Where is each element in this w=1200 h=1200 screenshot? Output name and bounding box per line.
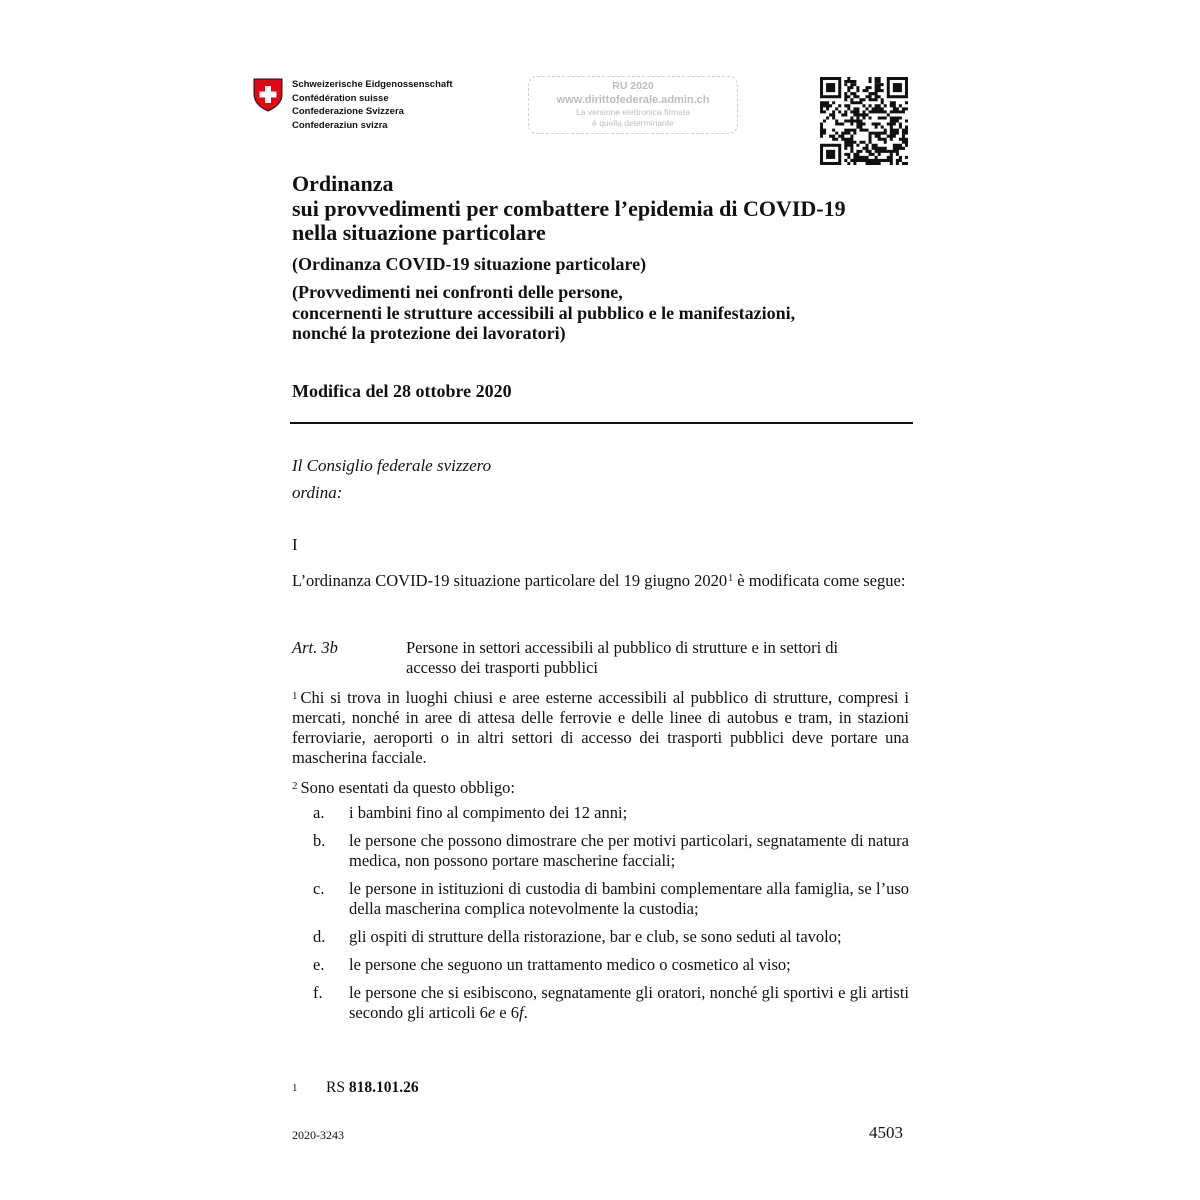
stamp-note-1: La versione elettronica firmata: [576, 107, 690, 117]
exemption-list: [292, 803, 909, 1031]
preamble-issuer: Il Consiglio federale svizzero: [292, 456, 492, 475]
footnote-number: 1: [292, 1082, 298, 1094]
intro-text-before: L’ordinanza COVID-19 situazione particolare del 19 giugno 2020: [292, 571, 728, 590]
list-item-label: d.: [313, 927, 326, 946]
list-item-text: le persone che possono dimostrare che per motivi particolari, segnatamente di natura medica, non possono portare mascherine facciali;: [349, 831, 909, 870]
article-ref-6f: f: [519, 1003, 524, 1022]
intro-text-after: è modificata come segue:: [733, 571, 906, 590]
title-line-2: sui provvedimenti per combattere l’epidemia di COVID-19: [292, 195, 846, 221]
list-item: [292, 879, 909, 919]
list-item-text: le persone che si esibiscono, segnatamente gli oratori, nonché gli sportivi e gli artisti secondo gli articoli 6: [349, 983, 909, 1022]
article-ref-6e: e: [487, 1003, 496, 1022]
intro-paragraph: [292, 569, 909, 591]
subject-line-2: concernenti le strutture accessibili al pubblico e le manifestazioni,: [292, 302, 796, 323]
short-title: (Ordinanza COVID-19 situazione particolare): [292, 254, 647, 274]
list-item: [292, 983, 909, 1023]
footnote-reference: 1: [728, 573, 734, 584]
list-item: [292, 927, 909, 947]
article-number: Art. 3b: [292, 638, 338, 657]
paragraph-number: 1: [292, 690, 298, 702]
footnote-prefix: RS: [326, 1079, 349, 1096]
stamp-collection: RU 2020: [612, 80, 654, 92]
subject-line-3: nonché la protezione dei lavoratori): [292, 323, 566, 343]
list-item-text: le persone in istituzioni di custodia di bambini complementare alla famiglia, se l’uso della mascherina complica notevolmente la custodia;: [349, 879, 909, 918]
footnote: [292, 1078, 419, 1101]
title-line-3: nella situazione particolare: [292, 220, 546, 245]
list-item-text: le persone che seguono un trattamento medico o cosmetico al viso;: [349, 955, 791, 974]
paragraph-text: Chi si trova in luoghi chiusi e aree esterne accessibili al pubblico di strutture, compresi i mercati, nonché in aree di attesa delle ferrovie e delle linee di autobus e tram, in stazioni ferroviarie, aeroporti o in altri settori di accesso dei trasporti pubblici deve portare una mascherina facciale.: [292, 688, 909, 767]
footnote-reference-text: [326, 1078, 419, 1098]
list-item: [292, 831, 909, 871]
list-item-text: gli ospiti di strutture della ristorazione, bar e club, se sono seduti al tavolo;: [349, 927, 842, 946]
stamp-note-2: è quella determinante: [592, 118, 674, 128]
amendment-date: Modifica del 28 ottobre 2020: [292, 381, 512, 401]
confed-name-it: Confederazione Svizzera: [292, 106, 404, 117]
list-item: [292, 955, 909, 975]
title-divider: [290, 422, 913, 424]
list-item-text-mid: e 6: [495, 1003, 519, 1022]
list-item-label: a.: [313, 803, 325, 822]
preamble: [292, 452, 491, 506]
list-item-label: b.: [313, 831, 326, 850]
page-number: 4503: [869, 1123, 903, 1142]
list-item-label: f.: [313, 983, 323, 1002]
paragraph-number: 2: [292, 780, 298, 792]
list-item: [292, 803, 909, 823]
subject-description: [292, 282, 795, 344]
section-number: I: [292, 535, 298, 554]
list-item-text-end: .: [523, 1003, 528, 1022]
document-number: 2020-3243: [292, 1128, 344, 1142]
list-item-label: e.: [313, 955, 325, 974]
confed-name-de: Schweizerische Eidgenossenschaft: [292, 79, 453, 90]
list-item-text: i bambini fino al compimento dei 12 anni;: [349, 803, 628, 822]
title-line-1: Ordinanza: [292, 171, 394, 196]
preamble-verb: ordina:: [292, 483, 343, 502]
footnote-sr-number: 818.101.26: [348, 1079, 419, 1096]
article-heading: Persone in settori accessibili al pubblico di strutture e in settori di accesso dei trasporti pubblici: [406, 638, 839, 677]
swiss-crest-icon: [253, 78, 283, 112]
list-item-label: c.: [313, 879, 325, 898]
stamp-url: www.dirittofederale.admin.ch: [556, 94, 710, 106]
confed-name-fr: Confédération suisse: [292, 92, 389, 104]
confed-name-rm: Confederaziun svizra: [292, 119, 388, 131]
document-title: [292, 172, 932, 246]
subject-line-1: (Provvedimenti nei confronti delle persone,: [292, 282, 623, 302]
confederation-names: [292, 78, 453, 132]
paragraph-text: Sono esentati da questo obbligo:: [300, 778, 515, 797]
electronic-signature-stamp: [528, 76, 738, 134]
paragraph-2: [292, 776, 909, 798]
paragraph-1: [292, 686, 909, 768]
qr-code-icon: [820, 77, 908, 165]
